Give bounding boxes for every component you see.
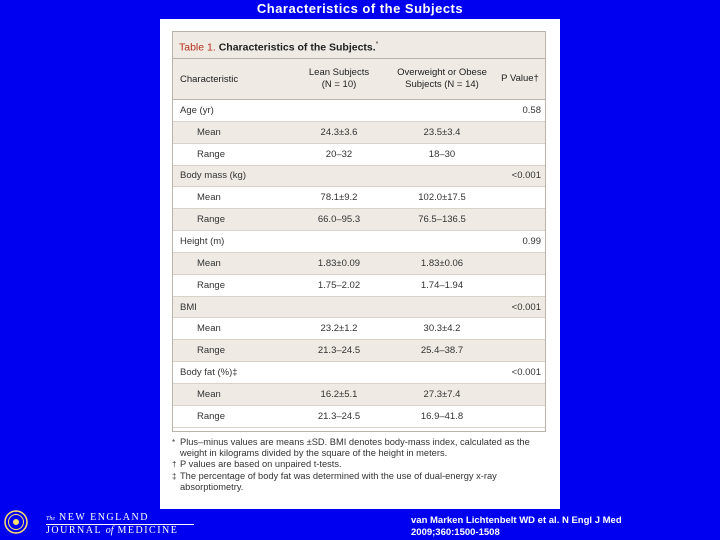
journal-medicine: MEDICINE (117, 525, 179, 536)
table-group-row (173, 166, 545, 188)
table-number: Table 1. (179, 41, 216, 54)
footnote-text: P values are based on unpaired t-tests. (180, 459, 342, 470)
characteristics-table (172, 31, 546, 432)
row-label: Mean (197, 323, 221, 335)
table-row (173, 187, 545, 209)
obese-value: 16.9–41.8 (420, 410, 464, 422)
lean-value: 21.3–24.5 (317, 410, 361, 422)
obese-value: 102.0±17.5 (418, 192, 466, 204)
citation-line2: 2009;360:1500-1508 (411, 527, 500, 538)
table-name: Characteristics of the Subjects. (218, 41, 376, 54)
p-value: <0.001 (511, 301, 541, 313)
row-label: BMI (180, 301, 197, 313)
lean-value: 16.2±5.1 (320, 388, 358, 400)
table-row (173, 275, 545, 297)
table-group-row (173, 362, 545, 384)
table-header-row (173, 59, 545, 100)
obese-value: 1.74–1.94 (420, 279, 464, 291)
journal-journal: JOURNAL (46, 525, 102, 536)
table-row (173, 122, 545, 144)
obese-value: 1.83±0.06 (420, 257, 464, 269)
obese-value: 30.3±4.2 (423, 323, 461, 335)
row-label: Mean (197, 388, 221, 400)
lean-value: 23.2±1.2 (320, 323, 358, 335)
table-row (173, 340, 545, 362)
header-obese-line2: Subjects (N = 14) (405, 79, 479, 90)
footnote (172, 459, 546, 470)
obese-value: 76.5–136.5 (418, 214, 466, 226)
p-value: 0.58 (522, 104, 541, 116)
footnote (172, 471, 546, 493)
journal-logo-line2 (46, 525, 178, 537)
footnote-mark: * (172, 438, 176, 447)
lean-value: 66.0–95.3 (317, 214, 361, 226)
footnote (172, 437, 546, 459)
table-group-row (173, 231, 545, 253)
row-label: Range (197, 410, 225, 422)
journal-the: The (46, 516, 55, 522)
row-label: Height (m) (180, 235, 225, 247)
citation (411, 515, 622, 539)
header-obese (389, 67, 495, 91)
lean-value: 1.75–2.02 (317, 279, 361, 291)
table-group-row (173, 297, 545, 319)
table-row (173, 209, 545, 231)
lean-value: 78.1±9.2 (320, 192, 358, 204)
footnote-mark: ‡ (172, 471, 177, 481)
footnote-text: The percentage of body fat was determined with the use of dual-energy x-ray absorptiometry. (180, 470, 497, 492)
obese-value: 18–30 (428, 148, 456, 160)
row-label: Mean (197, 192, 221, 204)
table-group-row (173, 100, 545, 122)
row-label: Range (197, 214, 225, 226)
row-label: Age (yr) (180, 104, 214, 116)
row-label: Body fat (%)‡ (180, 367, 238, 379)
nejm-seal-icon (4, 510, 28, 534)
journal-of: of (105, 525, 114, 536)
slide-title: Characteristics of the Subjects (256, 1, 464, 16)
row-label: Range (197, 148, 225, 160)
table-body (173, 100, 545, 428)
table-footnotes (172, 437, 546, 493)
header-obese-line1: Overweight or Obese (397, 67, 487, 78)
table-row (173, 253, 545, 275)
row-label: Mean (197, 126, 221, 138)
table-row (173, 384, 545, 406)
table-row (173, 144, 545, 166)
table-name-mark: * (375, 41, 379, 48)
header-lean-line1: Lean Subjects (308, 67, 370, 78)
lean-value: 24.3±3.6 (320, 126, 358, 138)
row-label: Mean (197, 257, 221, 269)
obese-value: 27.3±7.4 (423, 388, 461, 400)
lean-value: 1.83±0.09 (317, 257, 361, 269)
citation-line1: van Marken Lichtenbelt WD et al. N Engl J Med (411, 515, 622, 526)
footnote-text: Plus–minus values are means ±SD. BMI denotes body-mass index, calculated as the weight in kilograms divided by the square of the height in meters. (180, 437, 530, 459)
journal-new-england: NEW ENGLAND (59, 512, 149, 523)
obese-value: 25.4–38.7 (420, 345, 464, 357)
p-value: <0.001 (511, 170, 541, 182)
table-image-panel (160, 19, 560, 509)
header-lean (289, 67, 389, 91)
table-row (173, 318, 545, 340)
journal-logo-divider (46, 524, 194, 525)
header-characteristic: Characteristic (180, 73, 239, 85)
obese-value: 23.5±3.4 (423, 126, 461, 138)
table-row (173, 406, 545, 428)
p-value: <0.001 (511, 367, 541, 379)
lean-value: 20–32 (325, 148, 353, 160)
p-value: 0.99 (522, 235, 541, 247)
lean-value: 21.3–24.5 (317, 345, 361, 357)
row-label: Range (197, 279, 225, 291)
header-p-value: P Value† (501, 73, 539, 84)
header-lean-line2: (N = 10) (321, 79, 357, 90)
row-label: Range (197, 345, 225, 357)
table-caption (173, 32, 545, 59)
footnote-mark: † (172, 460, 177, 470)
row-label: Body mass (kg) (180, 170, 246, 182)
